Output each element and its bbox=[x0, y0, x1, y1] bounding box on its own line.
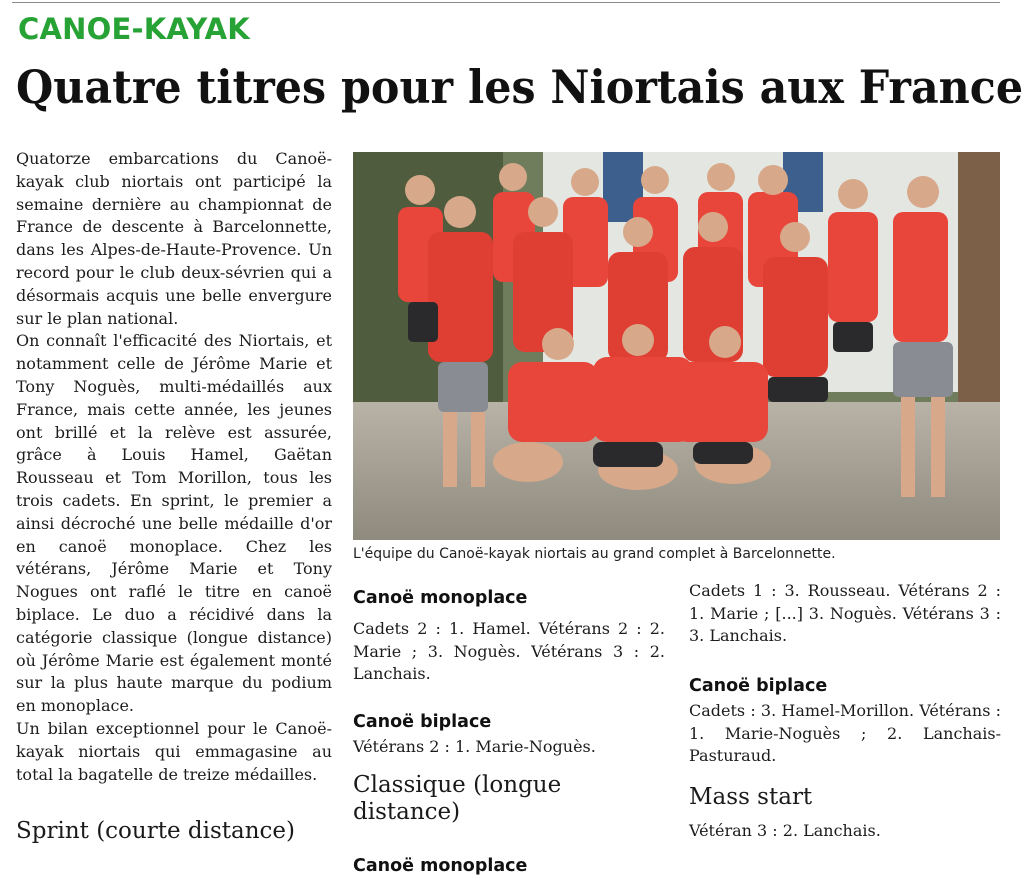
mass-start-text: Vétéran 3 : 2. Lanchais. bbox=[689, 821, 881, 840]
results-monoplace-heading: Canoë monoplace bbox=[353, 588, 528, 608]
photo-caption: L'équipe du Canoë-kayak niortais au grand complet à Barcelonnette. bbox=[353, 546, 836, 562]
classique-monoplace-heading: Canoë monoplace bbox=[353, 856, 528, 876]
team-photo-illustration bbox=[353, 152, 1000, 540]
team-photo bbox=[353, 152, 1000, 540]
body-paragraph-1: Quatorze embarcations du Canoë-kayak club niortais ont participé la semaine dernière au championnat de France de descente à Barcelonnette, dans les Alpes-de-Haute-Provence. Un record pour le club deux-sévrien qui a désormais acquis une belle envergure sur le plan national. bbox=[16, 149, 332, 328]
body-paragraph-3: Un bilan exceptionnel pour le Canoë-kayak niortais qui emmagasine au total la bagatelle de treize médailles. bbox=[16, 718, 332, 784]
results-continued-text: Cadets 1 : 3. Rousseau. Vétérans 2 : 1. Marie ; [...] 3. Noguès. Vétérans 3 : 3. Lanchais. bbox=[689, 581, 1001, 646]
results-biplace-heading: Canoë biplace bbox=[353, 712, 492, 732]
body-paragraph-2: On connaît l'efficacité des Niortais, et notamment celle de Jérôme Marie et Tony Noguès, multi-médaillés aux France, mais cette année, les jeunes ont brillé et la relève est assurée, grâce à Louis Hamel, Gaëtan Rousseau et Tom Morillon, tous les trois cadets. En sprint, le premier a ainsi décroché une belle médaille d'or en canoë monoplace. Chez les vétérans, Jérôme Marie et Tony Nogues ont raflé le titre en canoë biplace. Le duo a récidivé dans la catégorie classique (longue distance) où Jérôme Marie est également monté sur la plus haute marque du podium en monoplace. bbox=[16, 331, 332, 716]
results-monoplace-text: Cadets 2 : 1. Hamel. Vétérans 2 : 2. Marie ; 3. Noguès. Vétérans 3 : 2. Lanchais. bbox=[353, 619, 665, 684]
sprint-heading: Sprint (courte distance) bbox=[16, 818, 295, 844]
article-body bbox=[16, 148, 332, 786]
mass-start-heading: Mass start bbox=[689, 784, 813, 810]
top-rule bbox=[12, 2, 1000, 3]
results-right-biplace-heading: Canoë biplace bbox=[689, 676, 828, 696]
section-rubric: CANOE-KAYAK bbox=[18, 12, 250, 46]
results-biplace-text: Vétérans 2 : 1. Marie-Noguès. bbox=[353, 737, 596, 756]
article-headline: Quatre titres pour les Niortais aux France bbox=[16, 60, 1024, 114]
classique-heading: Classique (longue distance) bbox=[353, 772, 562, 825]
results-right-biplace-text: Cadets : 3. Hamel-Morillon. Vétérans : 1. Marie-Noguès ; 2. Lanchais-Pasturaud. bbox=[689, 701, 1001, 766]
